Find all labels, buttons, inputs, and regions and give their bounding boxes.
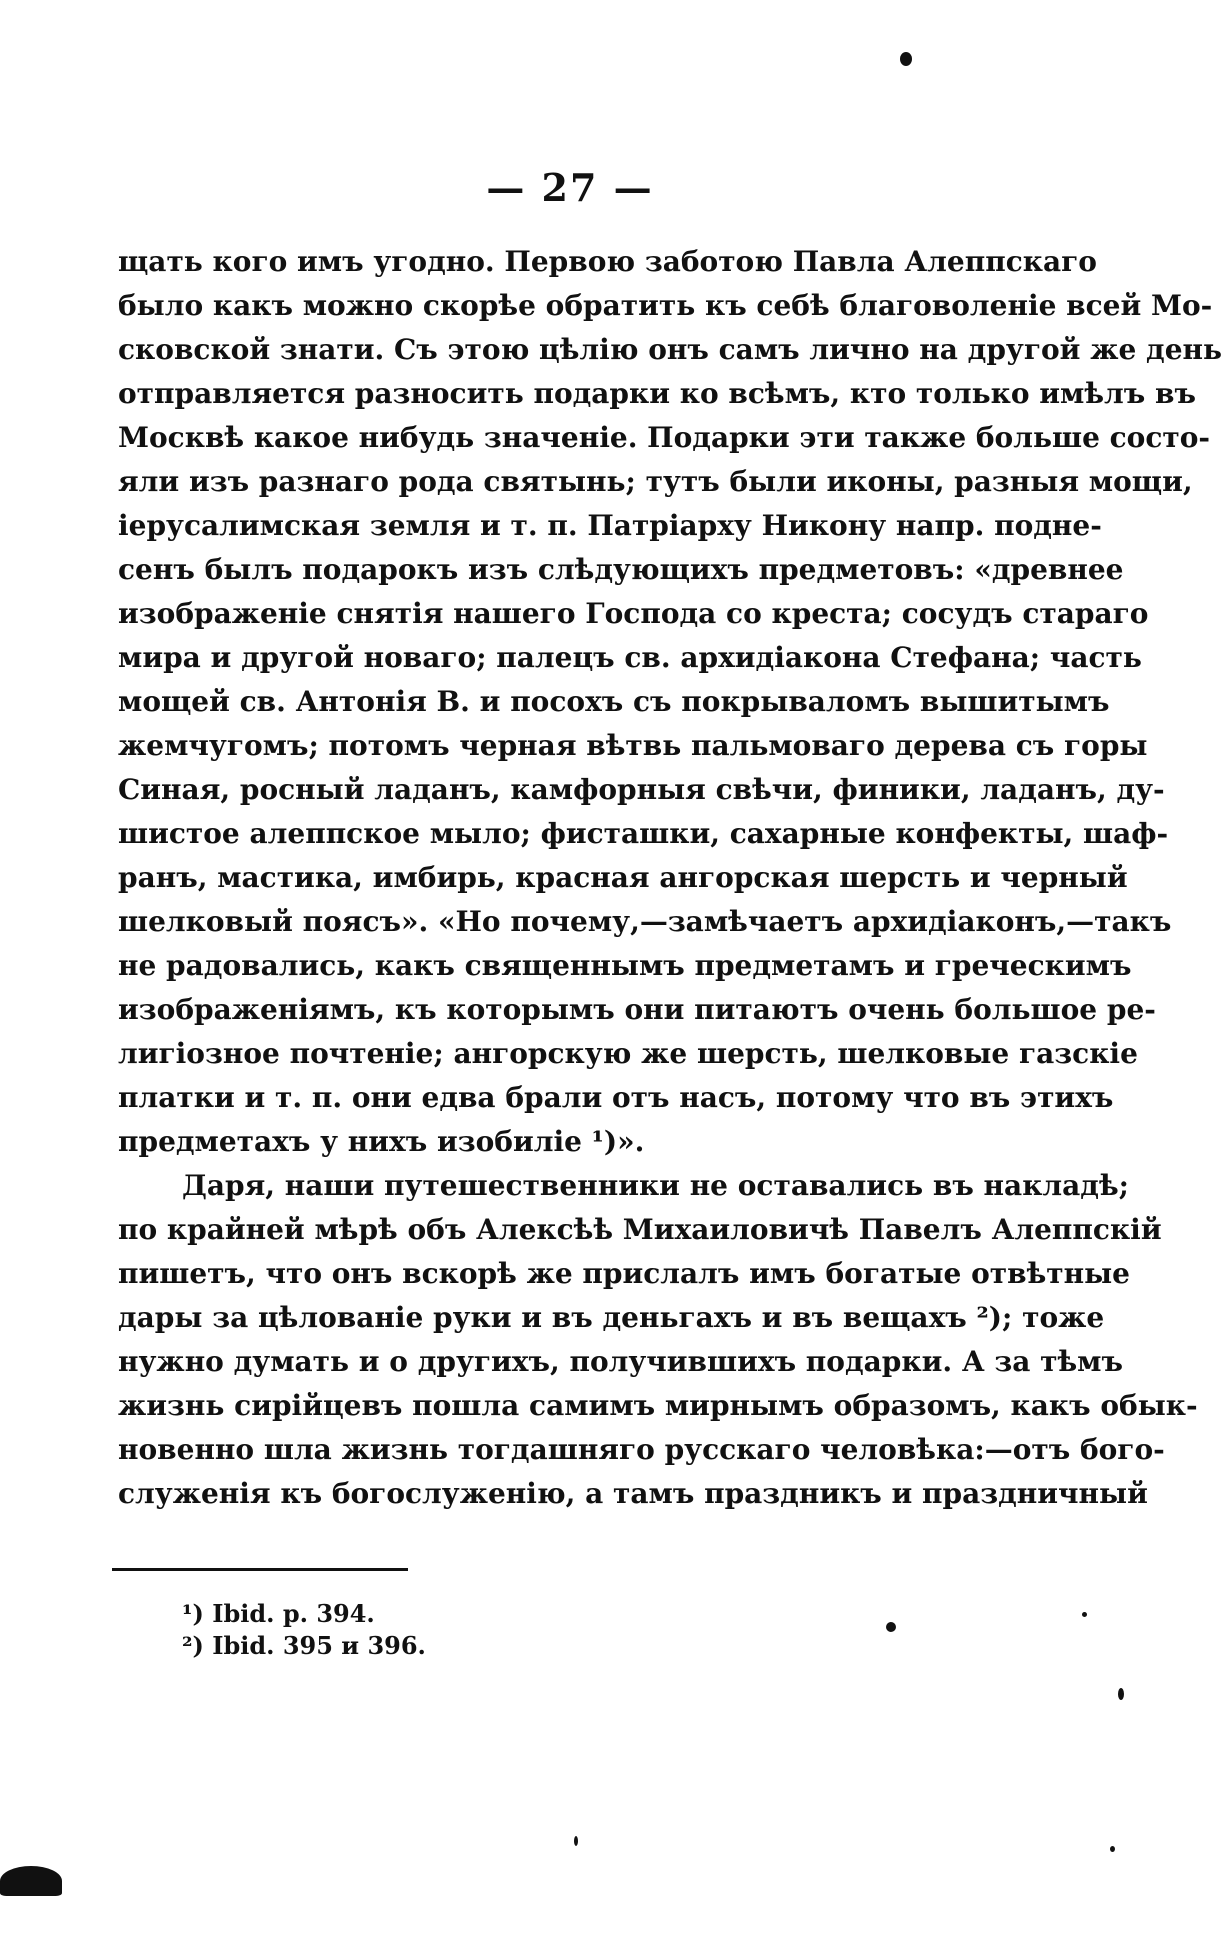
text-line: нужно думать и о другихъ, получившихъ подарки. А за тѣмъ xyxy=(118,1345,1123,1378)
text-line: сковской знати. Съ этою цѣлію онъ самъ лично на другой же день xyxy=(118,333,1222,366)
text-line: мира и другой новаго; палецъ св. архидіакона Стефана; часть xyxy=(118,641,1142,674)
text-line: по крайней мѣрѣ объ Алексѣѣ Михаиловичѣ Павелъ Алеппскій xyxy=(118,1213,1162,1246)
text-line: изображеніе снятія нашего Господа со креста; сосудъ стараго xyxy=(118,597,1149,630)
footnote: ¹) Ibid. p. 394. xyxy=(182,1599,375,1628)
main-text xyxy=(118,240,1222,1516)
text-line: іерусалимская земля и т. п. Патріарху Никону напр. подне- xyxy=(118,509,1102,542)
text-line: предметахъ у нихъ изобиліе ¹)». xyxy=(118,1125,645,1158)
text-line: служенія къ богослуженію, а тамъ праздникъ и праздничный xyxy=(118,1477,1148,1510)
text-line: Даря, наши путешественники не оставались въ накладѣ; xyxy=(182,1169,1129,1202)
text-line: Москвѣ какое нибудь значеніе. Подарки эти также больше состо- xyxy=(118,421,1211,454)
text-line: щать кого имъ угодно. Первою заботою Павла Алеппскаго xyxy=(118,245,1097,278)
text-line: жемчугомъ; потомъ черная вѣтвь пальмоваго дерева съ горы xyxy=(118,729,1148,762)
text-line: изображеніямъ, къ которымъ они питаютъ очень большое ре- xyxy=(118,993,1156,1026)
text-line: шистое алеппское мыло; фисташки, сахарные конфекты, шаф- xyxy=(118,817,1169,850)
text-line: новенно шла жизнь тогдашняго русскаго человѣка:—отъ бого- xyxy=(118,1433,1165,1466)
page-number: — 27 — xyxy=(486,165,654,210)
text-line: мощей св. Антонія В. и посохъ съ покрываломъ вышитымъ xyxy=(118,685,1110,718)
ink-speck xyxy=(1110,1846,1115,1852)
text-line: яли изъ разнаго рода святынь; тутъ были иконы, разныя мощи, xyxy=(118,465,1193,498)
footnotes xyxy=(182,1598,426,1662)
footnote-divider xyxy=(112,1568,408,1571)
text-line: пишетъ, что онъ вскорѣ же прислалъ имъ богатые отвѣтные xyxy=(118,1257,1130,1290)
text-line: ранъ, мастика, имбирь, красная ангорская шерсть и черный xyxy=(118,861,1128,894)
text-line: дары за цѣлованіе руки и въ деньгахъ и въ вещахъ ²); тоже xyxy=(118,1301,1105,1334)
ink-speck xyxy=(886,1622,896,1632)
ink-speck xyxy=(1082,1612,1087,1617)
ink-speck xyxy=(1118,1688,1124,1700)
text-line: шелковый поясъ». «Но почему,—замѣчаетъ архидіаконъ,—такъ xyxy=(118,905,1172,938)
text-line: лигіозное почтеніе; ангорскую же шерсть, шелковые газскіе xyxy=(118,1037,1138,1070)
text-line: отправляется разносить подарки ко всѣмъ, кто только имѣлъ въ xyxy=(118,377,1196,410)
footnote: ²) Ibid. 395 и 396. xyxy=(182,1631,426,1660)
text-line: не радовались, какъ священнымъ предметамъ и греческимъ xyxy=(118,949,1132,982)
text-line: сенъ былъ подарокъ изъ слѣдующихъ предметовъ: «древнее xyxy=(118,553,1124,586)
text-line: платки и т. п. они едва брали отъ насъ, потому что въ этихъ xyxy=(118,1081,1114,1114)
text-line: Синая, росный ладанъ, камфорныя свѣчи, финики, ладанъ, ду- xyxy=(118,773,1165,806)
text-line: жизнь сирійцевъ пошла самимъ мирнымъ образомъ, какъ обык- xyxy=(118,1389,1198,1422)
ink-speck xyxy=(900,52,912,66)
ink-blot xyxy=(0,1866,62,1896)
text-line: было какъ можно скорѣе обратить къ себѣ благоволеніе всей Мо- xyxy=(118,289,1213,322)
ink-speck xyxy=(574,1836,578,1846)
